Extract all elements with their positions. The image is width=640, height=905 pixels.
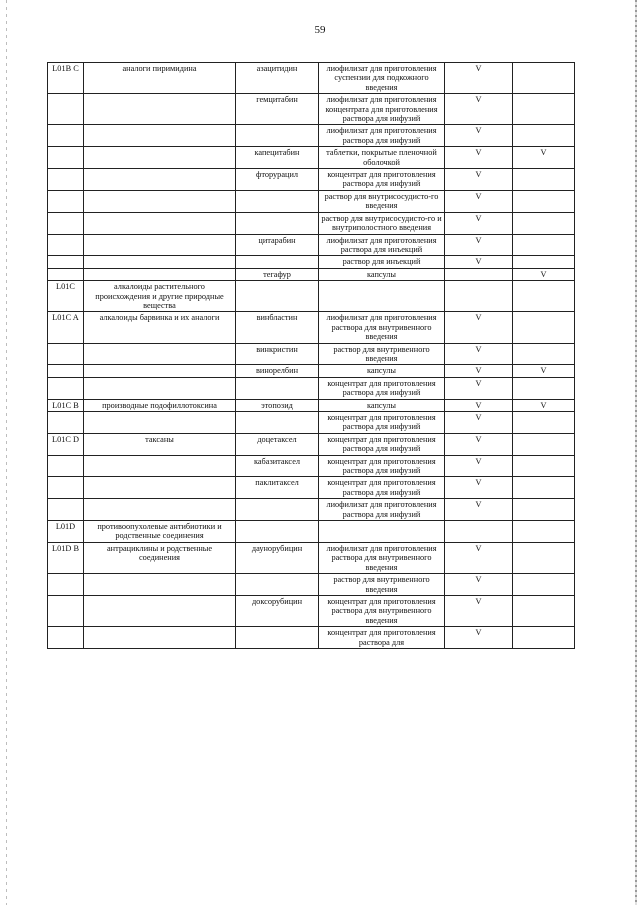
group-name-cell: производные подофиллотоксина <box>84 399 236 411</box>
table-row <box>48 595 575 626</box>
mark-cell-2 <box>513 377 575 399</box>
atc-code-cell <box>48 268 84 280</box>
table-row <box>48 190 575 212</box>
group-name-cell <box>84 268 236 280</box>
drug-name-cell <box>236 412 319 434</box>
dosage-form-cell: капсулы <box>319 399 445 411</box>
mark-cell-1: V <box>445 574 513 596</box>
drug-name-cell <box>236 281 319 312</box>
dosage-form-cell: лиофилизат для приготовления раствора для внутривенного введения <box>319 542 445 573</box>
table-row <box>48 63 575 94</box>
atc-code-cell: L01D <box>48 521 84 543</box>
mark-cell-2 <box>513 499 575 521</box>
mark-cell-2 <box>513 190 575 212</box>
mark-cell-1: V <box>445 169 513 191</box>
group-name-cell: аналоги пиримидина <box>84 63 236 94</box>
dosage-form-cell <box>319 521 445 543</box>
group-name-cell <box>84 256 236 268</box>
group-name-cell: алкалоиды растительного происхождения и другие природные вещества <box>84 281 236 312</box>
table-row <box>48 377 575 399</box>
atc-code-cell <box>48 94 84 125</box>
mark-cell-2 <box>513 312 575 343</box>
group-name-cell <box>84 343 236 365</box>
mark-cell-2 <box>513 63 575 94</box>
group-name-cell <box>84 412 236 434</box>
dosage-form-cell: концентрат для приготовления раствора для инфузий <box>319 377 445 399</box>
dosage-form-cell: лиофилизат для приготовления раствора для внутривенного введения <box>319 312 445 343</box>
atc-code-cell <box>48 574 84 596</box>
group-name-cell <box>84 377 236 399</box>
mark-cell-1: V <box>445 595 513 626</box>
drug-name-cell: капецитабин <box>236 147 319 169</box>
mark-cell-2 <box>513 234 575 256</box>
group-name-cell <box>84 365 236 377</box>
group-name-cell <box>84 94 236 125</box>
group-name-cell <box>84 234 236 256</box>
drug-table <box>47 62 575 649</box>
mark-cell-1: V <box>445 433 513 455</box>
drug-name-cell: тегафур <box>236 268 319 280</box>
table-row <box>48 542 575 573</box>
table-row <box>48 477 575 499</box>
atc-code-cell: L01C B <box>48 399 84 411</box>
drug-name-cell <box>236 521 319 543</box>
mark-cell-2 <box>513 433 575 455</box>
dosage-form-cell: концентрат для приготовления раствора для инфузий <box>319 433 445 455</box>
mark-cell-1: V <box>445 190 513 212</box>
mark-cell-2 <box>513 477 575 499</box>
mark-cell-2 <box>513 595 575 626</box>
atc-code-cell <box>48 343 84 365</box>
group-name-cell <box>84 499 236 521</box>
atc-code-cell <box>48 627 84 649</box>
group-name-cell <box>84 125 236 147</box>
atc-code-cell: L01D B <box>48 542 84 573</box>
mark-cell-2: V <box>513 399 575 411</box>
drug-name-cell: винкристин <box>236 343 319 365</box>
mark-cell-2 <box>513 169 575 191</box>
mark-cell-1: V <box>445 147 513 169</box>
atc-code-cell <box>48 234 84 256</box>
dosage-form-cell: лиофилизат для приготовления раствора для инфузий <box>319 125 445 147</box>
group-name-cell: таксаны <box>84 433 236 455</box>
mark-cell-2 <box>513 521 575 543</box>
group-name-cell <box>84 212 236 234</box>
dosage-form-cell: концентрат для приготовления раствора для внутривенного введения <box>319 595 445 626</box>
drug-name-cell: азацитидин <box>236 63 319 94</box>
dosage-form-cell: лиофилизат для приготовления раствора для инъекций <box>319 234 445 256</box>
atc-code-cell: L01C <box>48 281 84 312</box>
group-name-cell <box>84 627 236 649</box>
dosage-form-cell: таблетки, покрытые пленочной оболочкой <box>319 147 445 169</box>
atc-code-cell <box>48 256 84 268</box>
mark-cell-1: V <box>445 377 513 399</box>
table-row <box>48 169 575 191</box>
group-name-cell <box>84 595 236 626</box>
atc-code-cell <box>48 365 84 377</box>
dosage-form-cell: лиофилизат для приготовления суспензии для подкожного введения <box>319 63 445 94</box>
dosage-form-cell: концентрат для приготовления раствора для <box>319 627 445 649</box>
dosage-form-cell: раствор для внутривенного введения <box>319 574 445 596</box>
mark-cell-1: V <box>445 477 513 499</box>
mark-cell-1 <box>445 521 513 543</box>
mark-cell-1: V <box>445 627 513 649</box>
drug-name-cell <box>236 574 319 596</box>
dosage-form-cell: концентрат для приготовления раствора для инфузий <box>319 477 445 499</box>
mark-cell-1: V <box>445 399 513 411</box>
mark-cell-1: V <box>445 212 513 234</box>
mark-cell-1: V <box>445 256 513 268</box>
mark-cell-1 <box>445 268 513 280</box>
table-row <box>48 521 575 543</box>
table-row <box>48 212 575 234</box>
group-name-cell <box>84 455 236 477</box>
atc-code-cell: L01C D <box>48 433 84 455</box>
mark-cell-2 <box>513 455 575 477</box>
mark-cell-1: V <box>445 499 513 521</box>
table-row <box>48 499 575 521</box>
drug-name-cell: фторурацил <box>236 169 319 191</box>
mark-cell-2 <box>513 281 575 312</box>
scan-edge-right <box>635 0 637 905</box>
atc-code-cell <box>48 212 84 234</box>
mark-cell-1: V <box>445 455 513 477</box>
mark-cell-2 <box>513 412 575 434</box>
mark-cell-2: V <box>513 365 575 377</box>
mark-cell-2 <box>513 627 575 649</box>
mark-cell-2: V <box>513 268 575 280</box>
drug-name-cell <box>236 256 319 268</box>
dosage-form-cell: раствор для внутривенного введения <box>319 343 445 365</box>
drug-name-cell <box>236 627 319 649</box>
dosage-form-cell: капсулы <box>319 365 445 377</box>
dosage-form-cell: капсулы <box>319 268 445 280</box>
dosage-form-cell <box>319 281 445 312</box>
mark-cell-1: V <box>445 343 513 365</box>
mark-cell-2 <box>513 343 575 365</box>
mark-cell-1: V <box>445 412 513 434</box>
dosage-form-cell: лиофилизат для приготовления раствора для инфузий <box>319 499 445 521</box>
atc-code-cell <box>48 125 84 147</box>
drug-name-cell: кабазитаксел <box>236 455 319 477</box>
group-name-cell: противоопухолевые антибиотики и родственные соединения <box>84 521 236 543</box>
dosage-form-cell: раствор для внутрисосудисто-го и внутриполостного введения <box>319 212 445 234</box>
table-row <box>48 94 575 125</box>
atc-code-cell <box>48 455 84 477</box>
mark-cell-2: V <box>513 147 575 169</box>
table-row <box>48 365 575 377</box>
dosage-form-cell: концентрат для приготовления раствора для инфузий <box>319 169 445 191</box>
drug-name-cell: винбластин <box>236 312 319 343</box>
table-row <box>48 281 575 312</box>
table-body <box>48 63 575 649</box>
mark-cell-2 <box>513 94 575 125</box>
table-row <box>48 455 575 477</box>
mark-cell-1: V <box>445 94 513 125</box>
group-name-cell: антрациклины и родственные соединения <box>84 542 236 573</box>
drug-name-cell: даунорубицин <box>236 542 319 573</box>
atc-code-cell <box>48 169 84 191</box>
page-number: 59 <box>314 24 326 36</box>
mark-cell-1: V <box>445 234 513 256</box>
atc-code-cell: L01C A <box>48 312 84 343</box>
drug-name-cell <box>236 212 319 234</box>
drug-name-cell <box>236 125 319 147</box>
table-row <box>48 343 575 365</box>
group-name-cell <box>84 574 236 596</box>
table-row <box>48 125 575 147</box>
drug-name-cell: цитарабин <box>236 234 319 256</box>
drug-name-cell: этопозид <box>236 399 319 411</box>
atc-code-cell <box>48 147 84 169</box>
mark-cell-1: V <box>445 365 513 377</box>
group-name-cell <box>84 147 236 169</box>
atc-code-cell <box>48 595 84 626</box>
table-row <box>48 399 575 411</box>
scan-edge-left <box>6 0 7 905</box>
drug-name-cell <box>236 499 319 521</box>
mark-cell-2 <box>513 212 575 234</box>
group-name-cell <box>84 169 236 191</box>
table-row <box>48 574 575 596</box>
atc-code-cell <box>48 377 84 399</box>
table-row <box>48 312 575 343</box>
mark-cell-2 <box>513 574 575 596</box>
drug-name-cell: доксорубицин <box>236 595 319 626</box>
group-name-cell <box>84 190 236 212</box>
group-name-cell <box>84 477 236 499</box>
drug-name-cell: доцетаксел <box>236 433 319 455</box>
atc-code-cell <box>48 412 84 434</box>
drug-name-cell: винорелбин <box>236 365 319 377</box>
mark-cell-1 <box>445 281 513 312</box>
table-row <box>48 627 575 649</box>
table-row <box>48 256 575 268</box>
table-row <box>48 412 575 434</box>
drug-name-cell: гемцитабин <box>236 94 319 125</box>
dosage-form-cell: концентрат для приготовления раствора для инфузий <box>319 412 445 434</box>
table-row <box>48 234 575 256</box>
drug-name-cell: паклитаксел <box>236 477 319 499</box>
mark-cell-1: V <box>445 63 513 94</box>
table-row <box>48 268 575 280</box>
group-name-cell: алкалоиды барвинка и их аналоги <box>84 312 236 343</box>
dosage-form-cell: лиофилизат для приготовления концентрата для приготовления раствора для инфузий <box>319 94 445 125</box>
drug-name-cell <box>236 190 319 212</box>
mark-cell-1: V <box>445 312 513 343</box>
mark-cell-2 <box>513 256 575 268</box>
atc-code-cell <box>48 477 84 499</box>
mark-cell-1: V <box>445 125 513 147</box>
table-row <box>48 147 575 169</box>
mark-cell-1: V <box>445 542 513 573</box>
mark-cell-2 <box>513 542 575 573</box>
atc-code-cell: L01B C <box>48 63 84 94</box>
atc-code-cell <box>48 190 84 212</box>
dosage-form-cell: раствор для внутрисосудисто-го введения <box>319 190 445 212</box>
table-row <box>48 433 575 455</box>
dosage-form-cell: концентрат для приготовления раствора для инфузий <box>319 455 445 477</box>
atc-code-cell <box>48 499 84 521</box>
drug-name-cell <box>236 377 319 399</box>
mark-cell-2 <box>513 125 575 147</box>
dosage-form-cell: раствор для инъекций <box>319 256 445 268</box>
